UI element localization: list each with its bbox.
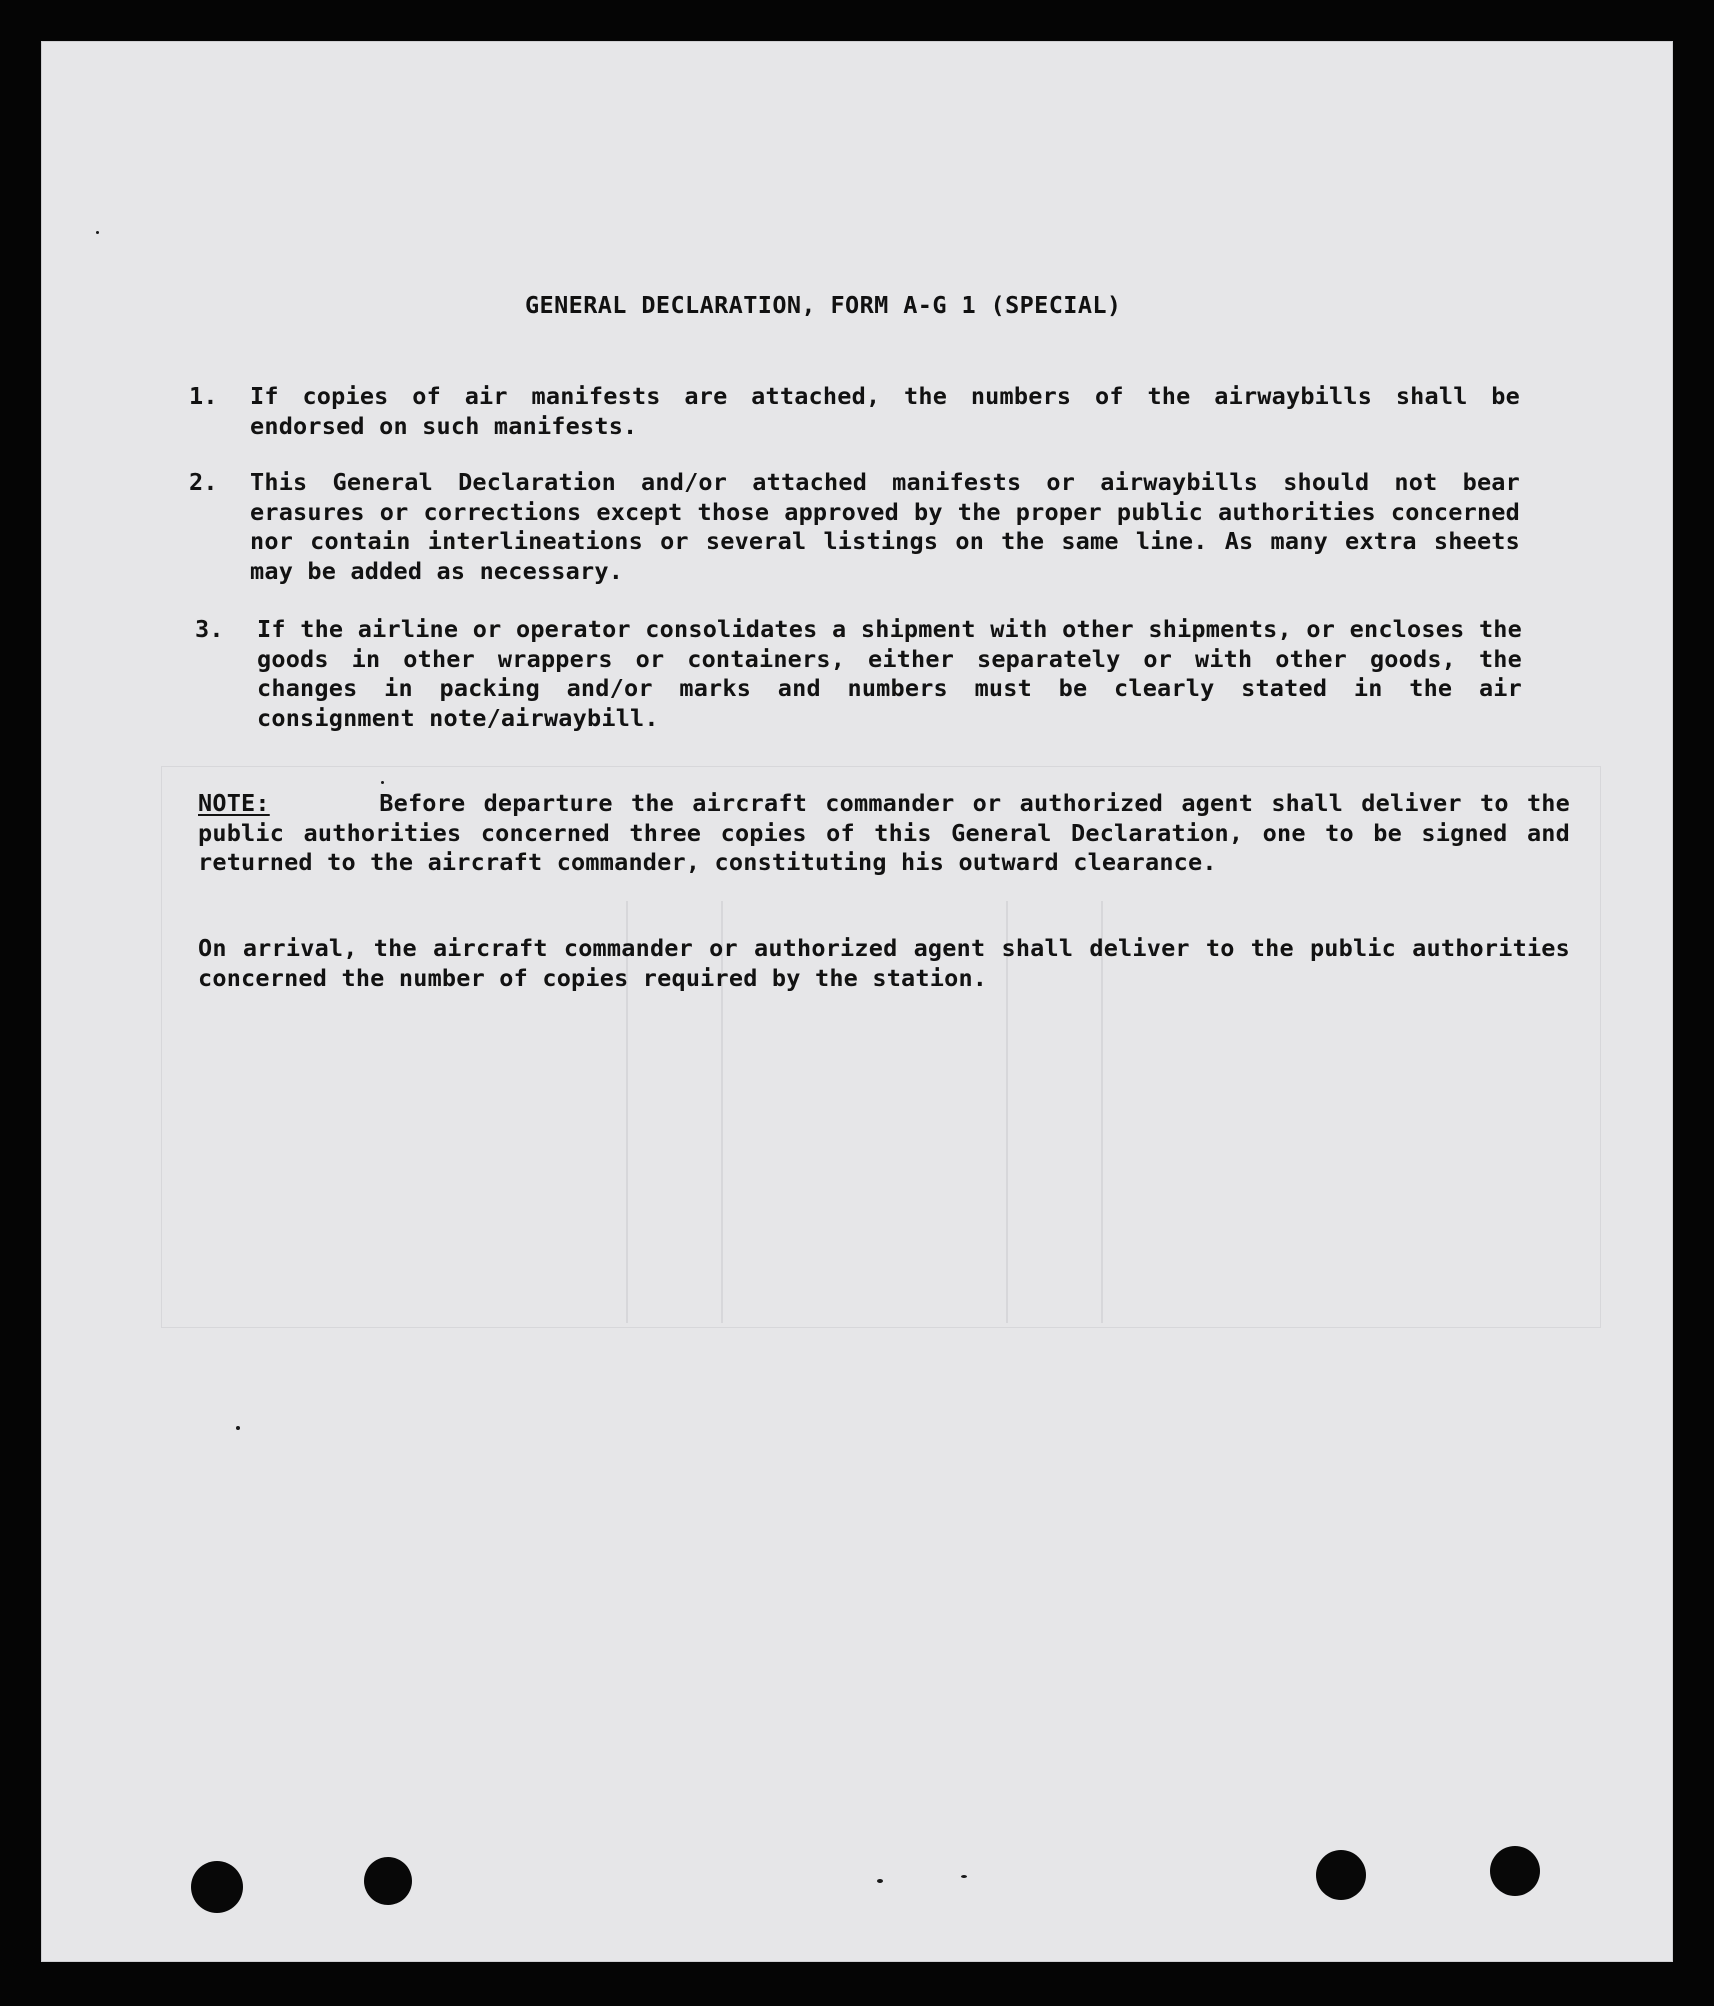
list-item-text: If copies of air manifests are attached, the numbers of the airwaybills shall be endorsed on such manifests. xyxy=(250,382,1520,440)
ink-speck xyxy=(236,1426,240,1430)
note-label: NOTE: xyxy=(198,789,270,817)
punch-hole xyxy=(1490,1846,1540,1896)
note-text: Before departure the aircraft commander or authorized agent shall deliver to the public authorities concerned three copies of this General Declaration, one to be signed and returned to the aircraft commander, constituting his outward clearance. xyxy=(198,789,1570,876)
list-item-number: 1. xyxy=(189,382,218,410)
note-paragraph xyxy=(198,789,1570,878)
punch-hole xyxy=(191,1861,243,1913)
list-item-number: 3. xyxy=(195,615,224,643)
list-item-text: If the airline or operator consolidates a shipment with other shipments, or encloses the goods in other wrappers or containers, either separately or with other goods, the changes in packing and/or marks and numbers must be clearly stated in the air consignment note/airwaybill. xyxy=(257,615,1522,732)
list-item-number: 2. xyxy=(189,468,218,496)
ink-speck xyxy=(877,1879,883,1883)
note-spacer xyxy=(288,789,361,817)
ink-speck xyxy=(96,231,99,234)
arrival-paragraph: On arrival, the aircraft commander or authorized agent shall deliver to the public authorities concerned the number of copies required by the station. xyxy=(198,934,1570,992)
punch-hole xyxy=(1316,1850,1366,1900)
punch-hole xyxy=(364,1857,412,1905)
document-page xyxy=(41,41,1673,1962)
document-title: GENERAL DECLARATION, FORM A-G 1 (SPECIAL) xyxy=(525,291,1122,319)
list-item-text: This General Declaration and/or attached manifests or airwaybills should not bear erasures or corrections except those approved by the proper public authorities concerned nor contain interlineations or several listings on the same line. As many extra sheets may be added as necessary. xyxy=(250,468,1520,585)
ink-speck xyxy=(961,1875,967,1878)
ink-speck xyxy=(381,781,384,784)
